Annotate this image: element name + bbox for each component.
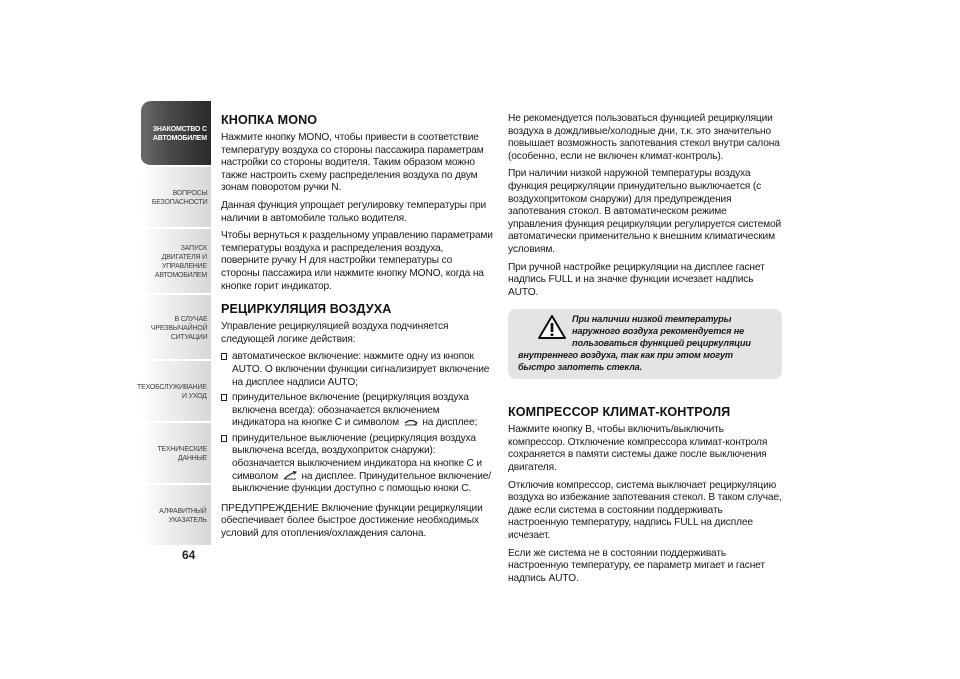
recirculation-on-icon (404, 417, 418, 426)
tab-intro[interactable] (141, 101, 211, 167)
list-item-text: на дисплее. Принудительное включение/выключение функции доступно с помощью кноки C. (232, 470, 491, 495)
tab-label: ЗНАКОМСТВО С АВТОМОБИЛЕМ (152, 124, 207, 142)
page-number: 64 (182, 548, 196, 562)
warning-note (508, 309, 782, 379)
list-item (221, 433, 493, 496)
paragraph: Не рекомендуется пользоваться функцией рециркуляции воздуха в дождливые/холодные дни, т.к. это значительно повышает возможность запотевания стекол внутри салона (особенно, если не включен климат-контроль). (508, 113, 780, 162)
list-item-text: принудительное включение (рециркуляция воздуха включена всегда): обозначается включением индикатора на кнопке C и символом (232, 392, 469, 429)
heading-mono-button: КНОПКА MONO (221, 113, 318, 127)
list-item-text: на дисплее; (422, 417, 478, 429)
tab-emergency[interactable] (141, 295, 211, 361)
paragraph: При ручной настройке рециркуляции на дисплее гаснет надпись FULL и на значке функции исчезает надпись AUTO. (508, 261, 765, 298)
tab-index[interactable] (141, 485, 211, 547)
right-column (508, 113, 782, 590)
warning-paragraph: ПРЕДУПРЕЖДЕНИЕ Включение функции рециркуляции обеспечивает более быстрое достижение необходимых условий для отопления/охлаждения салона. (221, 502, 483, 540)
tab-label: ТЕХОБСЛУЖИВАНИЕ И УХОД (137, 382, 207, 400)
tab-label: ВОПРОСЫ БЕЗОПАСНОСТИ (151, 188, 207, 206)
tab-label: В СЛУЧАЕ ЧРЕЗВЫЧАЙНОЙ СИТУАЦИИ (150, 313, 207, 341)
paragraph: Отключив компрессор, система выключает рециркуляцию воздуха во избежание запотевания стекол. В таком случае, даже если система в состоянии поддерживать настроенную температуру, надпись FULL на дисплее исчезает. (508, 479, 782, 542)
checkbox-bullet-icon (221, 353, 227, 360)
paragraph: Данная функция упрощает регулировку температуры при наличии в автомобиле только водителя. (221, 199, 487, 224)
checkbox-bullet-icon (221, 394, 227, 401)
paragraph: Нажмите кнопку MONO, чтобы привести в соответствие температуру воздуха со стороны пассажира параметрам настройки со стороны водителя. Таким образом можно также настроить схему распределения воздуха по двум зонам поворотом ручки N. (221, 132, 484, 194)
warning-triangle-icon (538, 315, 566, 339)
heading-compressor: КОМПРЕССОР КЛИМАТ-КОНТРОЛЯ (508, 405, 731, 420)
list-item-text: автоматическое включение: нажмите одну из кнопок AUTO. О включении функции сигнализирует включение на дисплее надписи AUTO; (232, 351, 490, 388)
tab-safety[interactable] (141, 167, 211, 229)
list-item-text: принудительное выключение (рециркуляция воздуха выключена всегда, воздухоприток снаружи): обозначается выключением индикатора на кнопке C и символом (232, 432, 482, 482)
paragraph: Если же система не в состоянии поддерживать настроенную температуру, ее параметр мигает и гаснет надпись AUTO. (508, 547, 765, 584)
paragraph: Чтобы вернуться к раздельному управлению параметрами температуры воздуха и распределения воздуха, поверните ручку H для настройки температуры со стороны пассажира или нажмите кнопку MONO, когда на кнопке горит индикатор. (221, 230, 493, 292)
tab-label: ТЕХНИЧЕСКИЕ ДАННЫЕ (157, 444, 207, 462)
list-item (221, 351, 493, 389)
paragraph: Управление рециркуляцией воздуха подчиняется следующей логике действия: (221, 321, 449, 345)
recirculation-off-icon (283, 471, 297, 480)
left-column (221, 113, 493, 546)
tab-label: АЛФАВИТНЫЙ УКАЗАТЕЛЬ (159, 506, 207, 524)
tab-starting[interactable] (141, 229, 211, 295)
tab-maintenance[interactable] (137, 361, 211, 423)
checkbox-bullet-icon (221, 435, 227, 442)
heading-air-recirculation: РЕЦИРКУЛЯЦИЯ ВОЗДУХА (221, 302, 392, 317)
paragraph: Нажмите кнопку B, чтобы включить/выключить компрессор. Отключение компрессора климат-контроля сохраняется в памяти системы даже после выключения двигателя. (508, 424, 768, 474)
tab-technical-data[interactable] (141, 423, 211, 485)
warning-note-text: При наличии низкой температуры наружного воздуха рекомендуется не пользоваться функцией рециркуляции внутреннего воздуха, так как при этом могут быстро запотеть стекла. (518, 314, 751, 372)
tab-label: ЗАПУСК ДВИГАТЕЛЯ И УПРАВЛЕНИЕ АВТОМОБИЛЕМ (154, 243, 207, 279)
paragraph: При наличии низкой наружной температуры воздуха функция рециркуляции принудительно выключается (с воздухопритоком снаружи) для предупреждения запотевания стокол. В автоматическом режиме управления функция рециркуляции регулируется системой автоматически применительно к внешним климатическим условиям. (508, 168, 782, 255)
list-item (221, 392, 493, 430)
